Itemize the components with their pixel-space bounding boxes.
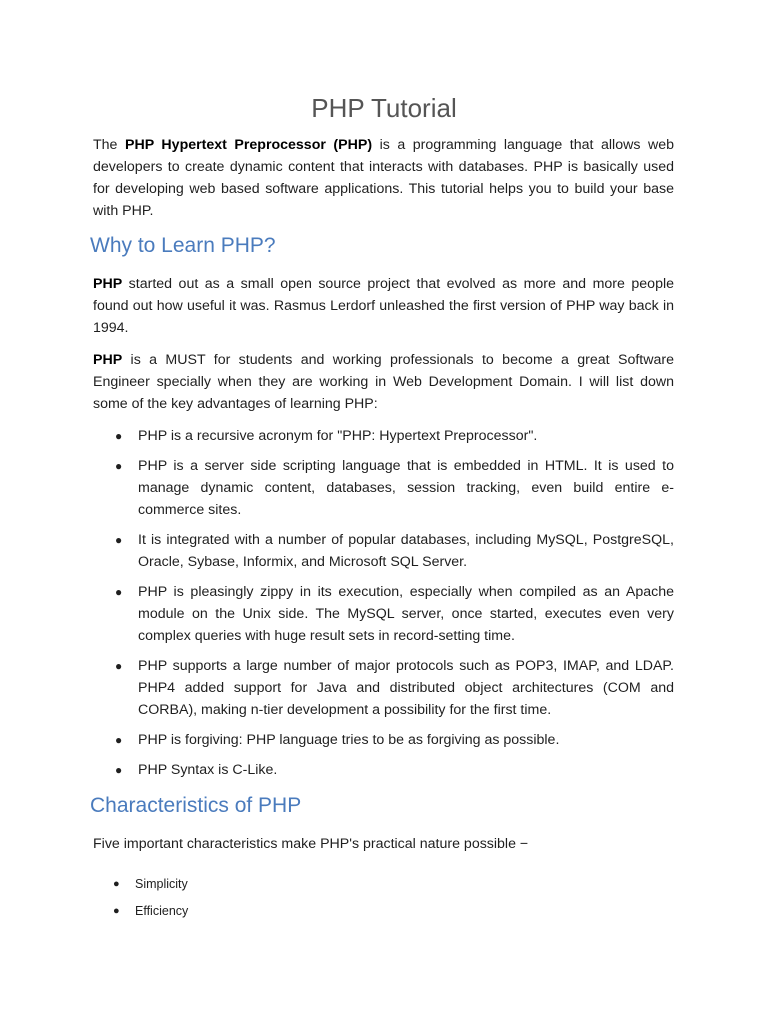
list-item: ● PHP is forgiving: PHP language tries to be as forgiving as possible. — [93, 729, 674, 751]
characteristics-list — [93, 875, 493, 929]
list-item: ● PHP Syntax is C-Like. — [93, 759, 674, 781]
why-p2-text: is a MUST for students and working professionals to become a great Software Engineer specially when they are working in Web Development Domain. I will list down some of the key advantages of learning PHP: — [93, 352, 674, 412]
list-item: ● Simplicity — [113, 877, 188, 891]
bullet-icon: ● — [113, 905, 120, 917]
bullet-icon: ● — [115, 659, 123, 673]
why-p1-bold: PHP — [93, 276, 123, 292]
advantages-list — [93, 425, 674, 789]
why-p2-bold: PHP — [93, 352, 123, 368]
bullet-icon: ● — [115, 763, 123, 777]
intro-pre: The — [93, 137, 125, 153]
characteristics-heading: Characteristics of PHP — [90, 794, 302, 817]
list-item: ● PHP is a server side scripting language that is embedded in HTML. It is used to manage dynamic content, databases, session tracking, even build entire e-commerce sites. — [93, 455, 674, 521]
list-item: ● PHP is a recursive acronym for "PHP: Hypertext Preprocessor". — [93, 425, 674, 447]
bullet-icon: ● — [115, 459, 123, 473]
characteristics-intro: Five important characteristics make PHP's practical nature possible − — [93, 836, 529, 852]
why-heading: Why to Learn PHP? — [90, 234, 276, 257]
bullet-icon: ● — [115, 533, 123, 547]
bullet-icon: ● — [115, 429, 123, 443]
bullet-icon: ● — [115, 733, 123, 747]
page-title: PHP Tutorial — [311, 93, 457, 123]
list-item: ● Efficiency — [113, 904, 189, 918]
intro-bold: PHP Hypertext Preprocessor (PHP) — [124, 137, 373, 153]
list-item: ● PHP is pleasingly zippy in its execution, especially when compiled as an Apache module on the Unix side. The MySQL server, once started, executes even very complex queries with huge result sets in record-setting time. — [93, 581, 674, 647]
why-paragraph-2 — [93, 349, 674, 415]
bullet-icon: ● — [113, 878, 120, 890]
intro-paragraph — [93, 134, 674, 222]
list-item: ● It is integrated with a number of popular databases, including MySQL, PostgreSQL, Oracle, Sybase, Informix, and Microsoft SQL Server. — [93, 529, 674, 573]
bullet-icon: ● — [115, 585, 123, 599]
why-paragraph-1 — [93, 273, 674, 339]
intro-post: is a programming language that allows web developers to create dynamic content that interacts with databases. PHP is basically used for developing web based software applications. This tutorial helps you to build your base with PHP. — [93, 137, 674, 219]
list-item: ● PHP supports a large number of major protocols such as POP3, IMAP, and LDAP. PHP4 added support for Java and distributed object architectures (COM and CORBA), making n-tier development a possibility for the first time. — [93, 655, 674, 721]
why-p1-text: started out as a small open source project that evolved as more and more people found out how useful it was. Rasmus Lerdorf unleashed the first version of PHP way back in 1994. — [93, 276, 674, 336]
